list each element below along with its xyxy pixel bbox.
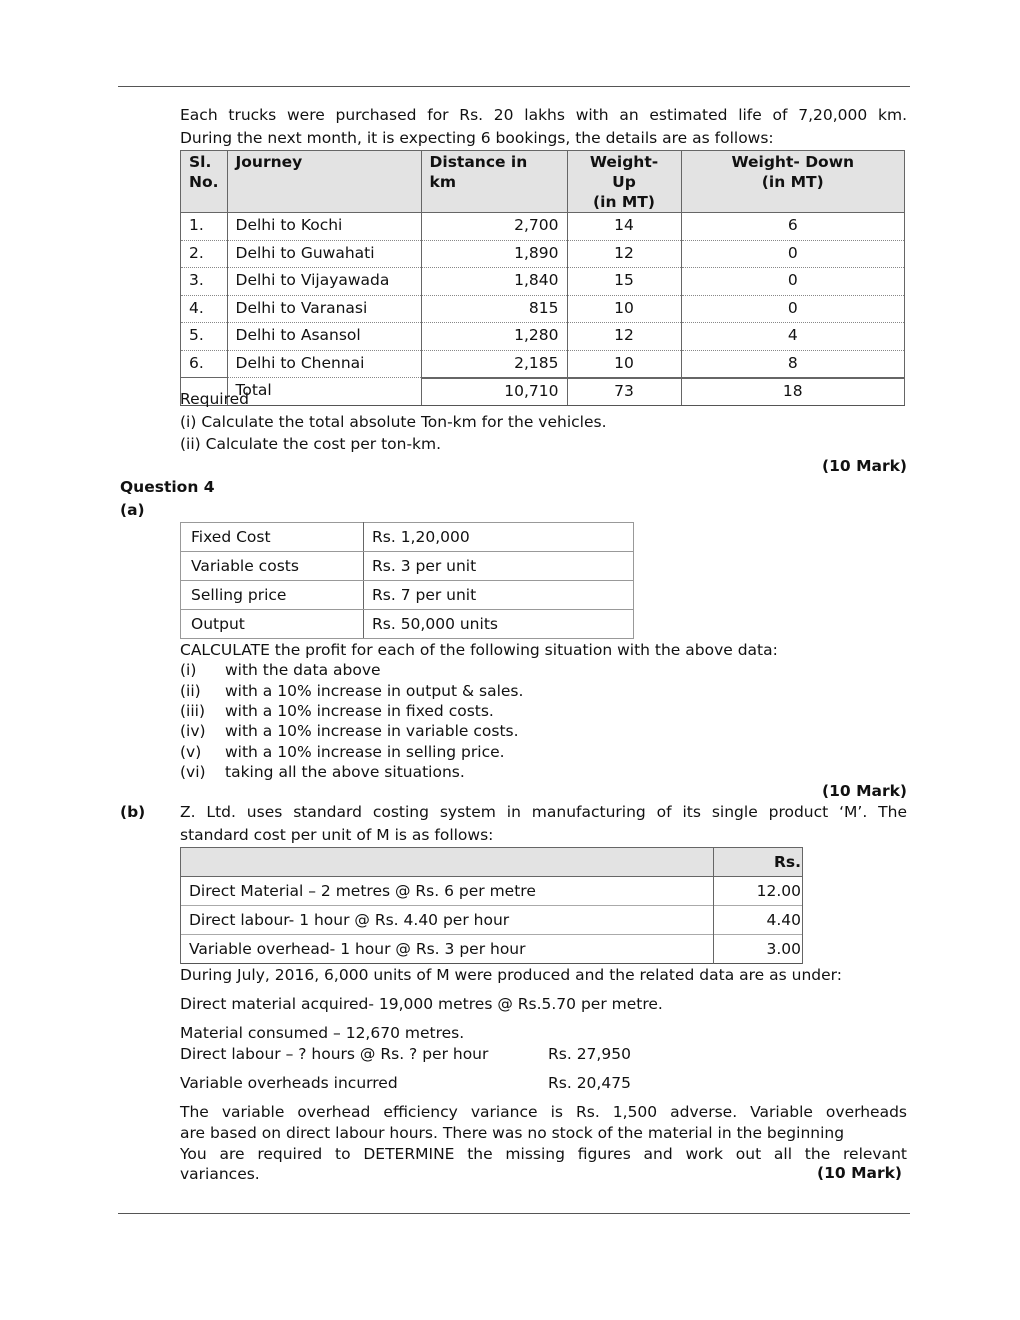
- cell-label: Output: [181, 610, 364, 639]
- cell-weight-up: 10: [567, 350, 681, 378]
- cell-label: Selling price: [181, 581, 364, 610]
- marks-label: (10 Mark): [822, 782, 907, 800]
- list-item: [180, 701, 494, 721]
- table-row: [181, 213, 905, 241]
- cell-label: Variable overhead- 1 hour @ Rs. 3 per hour: [181, 935, 714, 964]
- paragraph-line-2: are based on direct labour hours. There was no stock of the material in the beginning: [180, 1124, 845, 1142]
- part-a-instruction: CALCULATE the profit for each of the following situation with the above data:: [180, 641, 778, 659]
- cell-value: Rs. 7 per unit: [364, 581, 634, 610]
- cell-sl: 4.: [181, 295, 228, 323]
- table-row: [181, 323, 905, 351]
- cell-sl: 2.: [181, 240, 228, 268]
- intro-line-2: During the next month, it is expecting 6 bookings, the details are as follows:: [180, 129, 774, 147]
- cell-distance: 1,280: [421, 323, 567, 351]
- header-weight-down: Weight- Down (in MT): [681, 151, 904, 213]
- cell-weight-up: 14: [567, 213, 681, 241]
- footer-rule: [118, 1213, 910, 1214]
- cell-total-distance: 10,710: [421, 378, 567, 406]
- cell-distance: 1,890: [421, 240, 567, 268]
- table-row: [181, 877, 803, 906]
- item-number: (v): [180, 743, 202, 761]
- cell-weight-up: 12: [567, 323, 681, 351]
- cell-total-weight-up: 73: [567, 378, 681, 406]
- cell-weight-up: 12: [567, 240, 681, 268]
- cell-journey: Delhi to Asansol: [227, 323, 421, 351]
- required-heading: Required: [180, 390, 249, 408]
- cell-distance: 1,840: [421, 268, 567, 296]
- table-row: [181, 240, 905, 268]
- table-total-row: [181, 378, 905, 406]
- cell-journey: Delhi to Guwahati: [227, 240, 421, 268]
- header-rule: [118, 86, 910, 87]
- cell-weight-up: 10: [567, 295, 681, 323]
- table-row: [181, 906, 803, 935]
- cell-weight-down: 4: [681, 323, 904, 351]
- item-text: with the data above: [225, 661, 381, 679]
- cell-weight-down: 0: [681, 240, 904, 268]
- cell-weight-down: 0: [681, 295, 904, 323]
- cell-journey: Delhi to Vijayawada: [227, 268, 421, 296]
- item-number: (iii): [180, 702, 206, 720]
- table-header-row: [181, 848, 803, 877]
- header-journey: Journey: [227, 151, 421, 213]
- header-sl-no: Sl. No.: [181, 151, 228, 213]
- table-row: [181, 523, 634, 552]
- marks-label: (10 Mark): [817, 1164, 902, 1182]
- variable-overheads-value: Rs. 20,475: [548, 1074, 631, 1092]
- question-4-title: Question 4: [120, 478, 215, 496]
- cell-sl: 3.: [181, 268, 228, 296]
- cell-total-label: Total: [227, 378, 421, 406]
- part-a-label: (a): [120, 501, 145, 519]
- item-number: (ii): [180, 682, 201, 700]
- cell-distance: 2,700: [421, 213, 567, 241]
- cell-journey: Delhi to Chennai: [227, 350, 421, 378]
- cell-label: Variable costs: [181, 552, 364, 581]
- july-data-text: During July, 2016, 6,000 units of M were produced and the related data are as under:: [180, 966, 842, 984]
- item-text: with a 10% increase in output & sales.: [225, 682, 524, 700]
- cell-value: 4.40: [714, 906, 803, 935]
- table-row: [181, 350, 905, 378]
- item-number: (i): [180, 661, 197, 679]
- cell-value: 3.00: [714, 935, 803, 964]
- cell-value: Rs. 50,000 units: [364, 610, 634, 639]
- direct-labour-value: Rs. 27,950: [548, 1045, 631, 1063]
- paragraph-line-3: You are required to DETERMINE the missing figures and work out all the relevant: [180, 1145, 907, 1163]
- item-text: with a 10% increase in fixed costs.: [225, 702, 494, 720]
- cell-sl: 5.: [181, 323, 228, 351]
- intro-line-1: Each trucks were purchased for Rs. 20 lakhs with an estimated life of 7,20,000 km.: [180, 106, 907, 124]
- cell-label: Direct Material – 2 metres @ Rs. 6 per metre: [181, 877, 714, 906]
- list-item: [180, 742, 505, 762]
- table-row: [181, 581, 634, 610]
- paragraph-line-4: variances.: [180, 1165, 260, 1183]
- cost-data-table: [180, 522, 634, 639]
- cell-weight-down: 8: [681, 350, 904, 378]
- cell-sl: 1.: [181, 213, 228, 241]
- material-consumed-text: Material consumed – 12,670 metres.: [180, 1024, 465, 1042]
- part-b-label: (b): [120, 803, 146, 821]
- required-item-1: (i) Calculate the total absolute Ton-km for the vehicles.: [180, 413, 607, 431]
- table-row: [181, 552, 634, 581]
- cell-journey: Delhi to Kochi: [227, 213, 421, 241]
- item-number: (vi): [180, 763, 206, 781]
- list-item: [180, 660, 381, 680]
- table-row: [181, 935, 803, 964]
- cell-distance: 815: [421, 295, 567, 323]
- cell-distance: 2,185: [421, 350, 567, 378]
- cell-total-weight-down: 18: [681, 378, 904, 406]
- table-header-row: [181, 151, 905, 213]
- header-distance: Distance in km: [421, 151, 567, 213]
- cell-weight-down: 6: [681, 213, 904, 241]
- standard-cost-table: [180, 847, 803, 964]
- paragraph-line-1: The variable overhead efficiency variance is Rs. 1,500 adverse. Variable overheads: [180, 1103, 907, 1121]
- item-number: (iv): [180, 722, 206, 740]
- list-item: [180, 681, 523, 701]
- material-acquired-text: Direct material acquired- 19,000 metres @ Rs.5.70 per metre.: [180, 995, 663, 1013]
- header-rs: Rs.: [714, 848, 803, 877]
- required-item-2: (ii) Calculate the cost per ton-km.: [180, 435, 442, 453]
- bookings-table: [180, 150, 905, 406]
- cell-weight-up: 15: [567, 268, 681, 296]
- cell-value: Rs. 3 per unit: [364, 552, 634, 581]
- list-item: [180, 721, 519, 741]
- header-blank: [181, 848, 714, 877]
- cell-label: Fixed Cost: [181, 523, 364, 552]
- cell-value: 12.00: [714, 877, 803, 906]
- cell-sl: 6.: [181, 350, 228, 378]
- cell-value: Rs. 1,20,000: [364, 523, 634, 552]
- header-weight-up: Weight- Up (in MT): [567, 151, 681, 213]
- cell-weight-down: 0: [681, 268, 904, 296]
- cell-journey: Delhi to Varanasi: [227, 295, 421, 323]
- item-text: with a 10% increase in variable costs.: [225, 722, 519, 740]
- table-row: [181, 610, 634, 639]
- direct-labour-label: Direct labour – ? hours @ Rs. ? per hour: [180, 1045, 489, 1063]
- table-row: [181, 268, 905, 296]
- variable-overheads-label: Variable overheads incurred: [180, 1074, 398, 1092]
- marks-label: (10 Mark): [822, 457, 907, 475]
- part-b-intro-line-1: Z. Ltd. uses standard costing system in manufacturing of its single product ‘M’. The: [180, 803, 907, 821]
- item-text: with a 10% increase in selling price.: [225, 743, 505, 761]
- item-text: taking all the above situations.: [225, 763, 465, 781]
- list-item: [180, 762, 465, 782]
- cell-label: Direct labour- 1 hour @ Rs. 4.40 per hour: [181, 906, 714, 935]
- table-row: [181, 295, 905, 323]
- part-b-intro-line-2: standard cost per unit of M is as follows:: [180, 826, 494, 844]
